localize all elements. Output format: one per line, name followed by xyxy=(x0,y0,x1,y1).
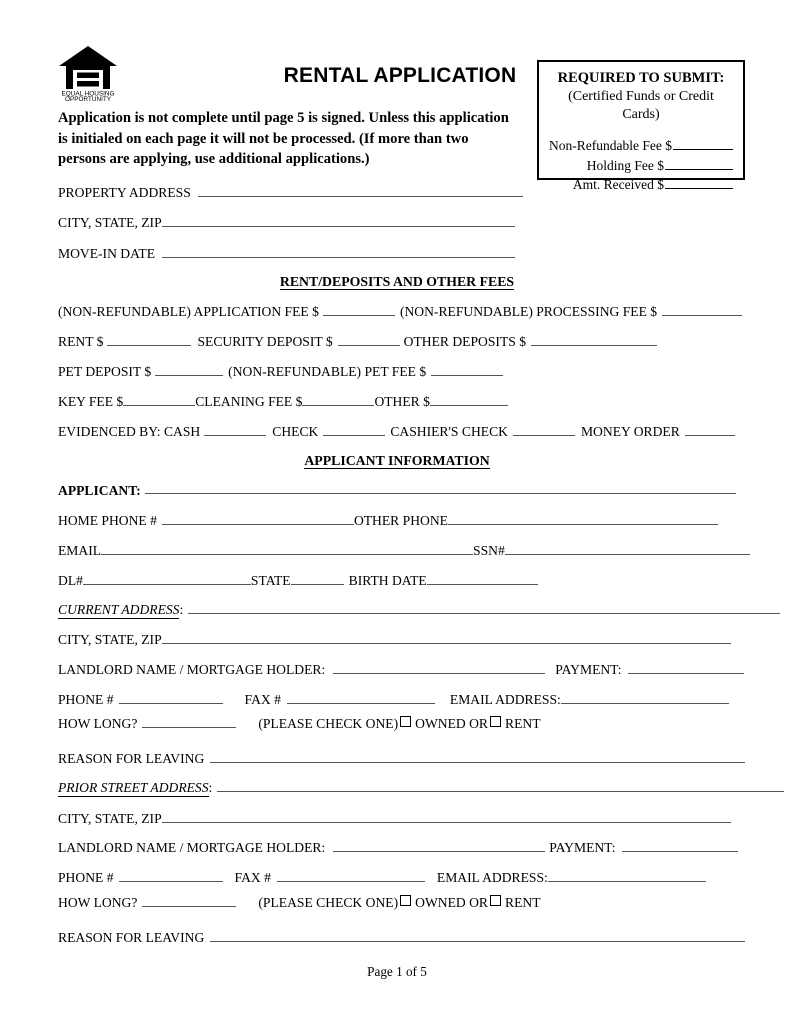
prior-owned-checkbox[interactable] xyxy=(400,895,411,906)
prior-phone-input[interactable] xyxy=(119,869,223,882)
current-how-long-row xyxy=(58,715,541,732)
prior-address-row xyxy=(58,779,784,797)
state-label: STATE xyxy=(250,573,291,588)
prior-fax-label: FAX # xyxy=(234,870,271,885)
current-reason-input[interactable] xyxy=(210,750,745,763)
prior-landlord-label: LANDLORD NAME / MORTGAGE HOLDER: xyxy=(58,840,326,855)
prior-email-input[interactable] xyxy=(548,869,706,882)
cleaning-fee-label: CLEANING FEE $ xyxy=(195,394,303,409)
current-rent-checkbox[interactable] xyxy=(490,716,501,727)
dl-label: DL# xyxy=(58,573,83,588)
prior-rent-checkbox[interactable] xyxy=(490,895,501,906)
non-refundable-fee-row xyxy=(549,136,733,156)
property-city-state-zip-row xyxy=(58,214,515,231)
required-to-submit-subtitle: (Certified Funds or Credit Cards) xyxy=(568,89,714,122)
pet-deposit-label: PET DEPOSIT $ xyxy=(58,364,152,379)
email-ssn-row xyxy=(58,542,750,559)
pet-fee-label: (NON-REFUNDABLE) PET FEE $ xyxy=(228,364,427,379)
non-refundable-fee-input[interactable] xyxy=(673,136,733,150)
phone-row xyxy=(58,512,718,529)
move-in-date-input[interactable] xyxy=(162,245,515,258)
current-phone-input[interactable] xyxy=(119,691,223,704)
current-owned-label: OWNED OR xyxy=(415,716,488,731)
application-fee-row xyxy=(58,303,742,320)
dl-state-birth-row xyxy=(58,572,538,589)
pet-deposit-input[interactable] xyxy=(155,363,223,376)
current-landlord-input[interactable] xyxy=(333,661,545,674)
application-fee-input[interactable] xyxy=(323,303,395,316)
prior-city-state-zip-input[interactable] xyxy=(162,810,731,823)
current-phone-label: PHONE # xyxy=(58,692,114,707)
key-cleaning-other-row xyxy=(58,393,508,410)
evidenced-by-row xyxy=(58,423,735,440)
page-title: RENTAL APPLICATION xyxy=(283,64,517,87)
prior-how-long-label: HOW LONG? xyxy=(58,895,138,910)
applicant-name-input[interactable] xyxy=(145,481,736,494)
prior-reason-input[interactable] xyxy=(210,929,745,942)
property-address-row xyxy=(58,184,523,201)
other-deposits-input[interactable] xyxy=(531,333,657,346)
prior-how-long-input[interactable] xyxy=(142,894,236,907)
home-phone-input[interactable] xyxy=(162,512,354,525)
other-phone-input[interactable] xyxy=(448,512,718,525)
state-input[interactable] xyxy=(291,572,344,585)
prior-address-heading: PRIOR STREET ADDRESS xyxy=(58,780,209,795)
prior-city-state-zip-label: CITY, STATE, ZIP xyxy=(58,811,162,826)
evidenced-by-cash-label: EVIDENCED BY: CASH xyxy=(58,424,201,439)
page-footer: Page 1 of 5 xyxy=(367,964,427,979)
equal-housing-opportunity-logo xyxy=(58,44,118,102)
current-city-state-zip-row xyxy=(58,631,731,648)
prior-payment-input[interactable] xyxy=(622,839,738,852)
prior-how-long-row xyxy=(58,894,541,911)
email-input[interactable] xyxy=(101,542,473,555)
current-owned-checkbox[interactable] xyxy=(400,716,411,727)
current-fax-label: FAX # xyxy=(244,692,281,707)
current-how-long-label: HOW LONG? xyxy=(58,716,138,731)
cash-input[interactable] xyxy=(204,423,266,436)
rent-input[interactable] xyxy=(107,333,191,346)
ssn-label: SSN# xyxy=(473,543,505,558)
current-check-one-label: (PLEASE CHECK ONE) xyxy=(258,716,399,731)
holding-fee-row xyxy=(549,156,733,176)
other-fee-input[interactable] xyxy=(430,393,508,406)
svg-text:EQUAL HOUSING: EQUAL HOUSING xyxy=(61,90,115,98)
current-payment-input[interactable] xyxy=(628,661,744,674)
prior-phone-fax-email-row xyxy=(58,869,706,886)
move-in-date-label: MOVE-IN DATE xyxy=(58,246,156,261)
cashiers-check-input[interactable] xyxy=(513,423,575,436)
holding-fee-input[interactable] xyxy=(665,156,733,170)
prior-city-state-zip-row xyxy=(58,810,731,827)
required-to-submit-title: REQUIRED TO SUBMIT: xyxy=(557,70,725,86)
current-city-state-zip-input[interactable] xyxy=(162,631,731,644)
pet-fee-input[interactable] xyxy=(431,363,503,376)
holding-fee-label: Holding Fee $ xyxy=(586,157,664,173)
key-fee-input[interactable] xyxy=(123,393,195,406)
prior-check-one-label: (PLEASE CHECK ONE) xyxy=(258,895,399,910)
current-how-long-input[interactable] xyxy=(142,715,236,728)
security-deposit-label: SECURITY DEPOSIT $ xyxy=(197,334,333,349)
current-city-state-zip-label: CITY, STATE, ZIP xyxy=(58,632,162,647)
prior-landlord-row xyxy=(58,839,738,856)
ssn-input[interactable] xyxy=(505,542,750,555)
prior-reason-label: REASON FOR LEAVING xyxy=(58,930,205,945)
current-address-heading: CURRENT ADDRESS xyxy=(58,602,180,617)
current-phone-fax-email-row xyxy=(58,691,729,708)
current-address-colon: : xyxy=(179,602,184,617)
required-to-submit-box xyxy=(537,60,745,193)
prior-email-label: EMAIL ADDRESS: xyxy=(436,870,548,885)
property-city-state-zip-input[interactable] xyxy=(162,214,515,227)
prior-payment-label: PAYMENT: xyxy=(549,840,616,855)
svg-text:OPPORTUNITY: OPPORTUNITY xyxy=(64,96,112,102)
birth-date-label: BIRTH DATE xyxy=(348,573,427,588)
amount-received-label: Amt. Received $ xyxy=(572,177,664,193)
applicant-label: APPLICANT: xyxy=(58,483,141,498)
prior-reason-row xyxy=(58,929,745,946)
prior-address-input[interactable] xyxy=(217,779,784,792)
current-address-row xyxy=(58,601,780,619)
rent-label: RENT $ xyxy=(58,334,104,349)
home-phone-label: HOME PHONE # xyxy=(58,513,157,528)
property-city-state-zip-label: CITY, STATE, ZIP xyxy=(58,215,162,230)
money-order-label: MONEY ORDER xyxy=(580,424,680,439)
cashiers-check-label: CASHIER'S CHECK xyxy=(390,424,508,439)
current-payment-label: PAYMENT: xyxy=(555,662,622,677)
cleaning-fee-input[interactable] xyxy=(302,393,374,406)
processing-fee-label: (NON-REFUNDABLE) PROCESSING FEE $ xyxy=(399,304,658,319)
current-landlord-label: LANDLORD NAME / MORTGAGE HOLDER: xyxy=(58,662,326,677)
amount-received-row xyxy=(549,175,733,195)
processing-fee-input[interactable] xyxy=(662,303,742,316)
current-reason-label: REASON FOR LEAVING xyxy=(58,751,205,766)
current-email-label: EMAIL ADDRESS: xyxy=(449,692,561,707)
check-input[interactable] xyxy=(323,423,385,436)
check-label: CHECK xyxy=(272,424,319,439)
intro-paragraph: Application is not complete until page 5 is signed. Unless this application is initialed on each page it will not be processed. (If more than two persons are applying, use additional applications.) xyxy=(58,110,509,168)
property-address-input[interactable] xyxy=(198,184,523,197)
prior-landlord-input[interactable] xyxy=(333,839,545,852)
applicant-information-heading: APPLICANT INFORMATION xyxy=(304,453,490,468)
application-fee-label: (NON-REFUNDABLE) APPLICATION FEE $ xyxy=(58,304,319,319)
current-rent-label: RENT xyxy=(505,716,541,731)
non-refundable-fee-label: Non-Refundable Fee $ xyxy=(549,138,672,154)
property-address-label: PROPERTY ADDRESS xyxy=(58,185,191,200)
prior-phone-label: PHONE # xyxy=(58,870,114,885)
current-address-input[interactable] xyxy=(188,601,780,614)
required-to-submit-rows xyxy=(549,136,733,195)
prior-fax-input[interactable] xyxy=(277,869,425,882)
pet-fee-row xyxy=(58,363,503,380)
current-landlord-row xyxy=(58,661,744,678)
applicant-name-row xyxy=(58,482,736,499)
other-deposits-label: OTHER DEPOSITS $ xyxy=(403,334,527,349)
current-reason-row xyxy=(58,750,745,767)
prior-rent-label: RENT xyxy=(505,895,541,910)
birth-date-input[interactable] xyxy=(427,572,538,585)
dl-input[interactable] xyxy=(83,572,251,585)
move-in-date-row xyxy=(58,245,515,262)
security-deposit-input[interactable] xyxy=(338,333,400,346)
key-fee-label: KEY FEE $ xyxy=(58,394,124,409)
house-icon xyxy=(58,44,118,102)
email-label: EMAIL xyxy=(58,543,102,558)
other-fee-label: OTHER $ xyxy=(374,394,430,409)
rent-deposits-heading: RENT/DEPOSITS AND OTHER FEES xyxy=(279,274,515,289)
amount-received-input[interactable] xyxy=(665,175,733,189)
prior-owned-label: OWNED OR xyxy=(415,895,488,910)
other-phone-label: OTHER PHONE xyxy=(353,513,448,528)
rent-deposit-row xyxy=(58,333,657,350)
current-email-input[interactable] xyxy=(561,691,729,704)
current-fax-input[interactable] xyxy=(287,691,435,704)
money-order-input[interactable] xyxy=(685,423,735,436)
prior-address-colon: : xyxy=(208,780,213,795)
